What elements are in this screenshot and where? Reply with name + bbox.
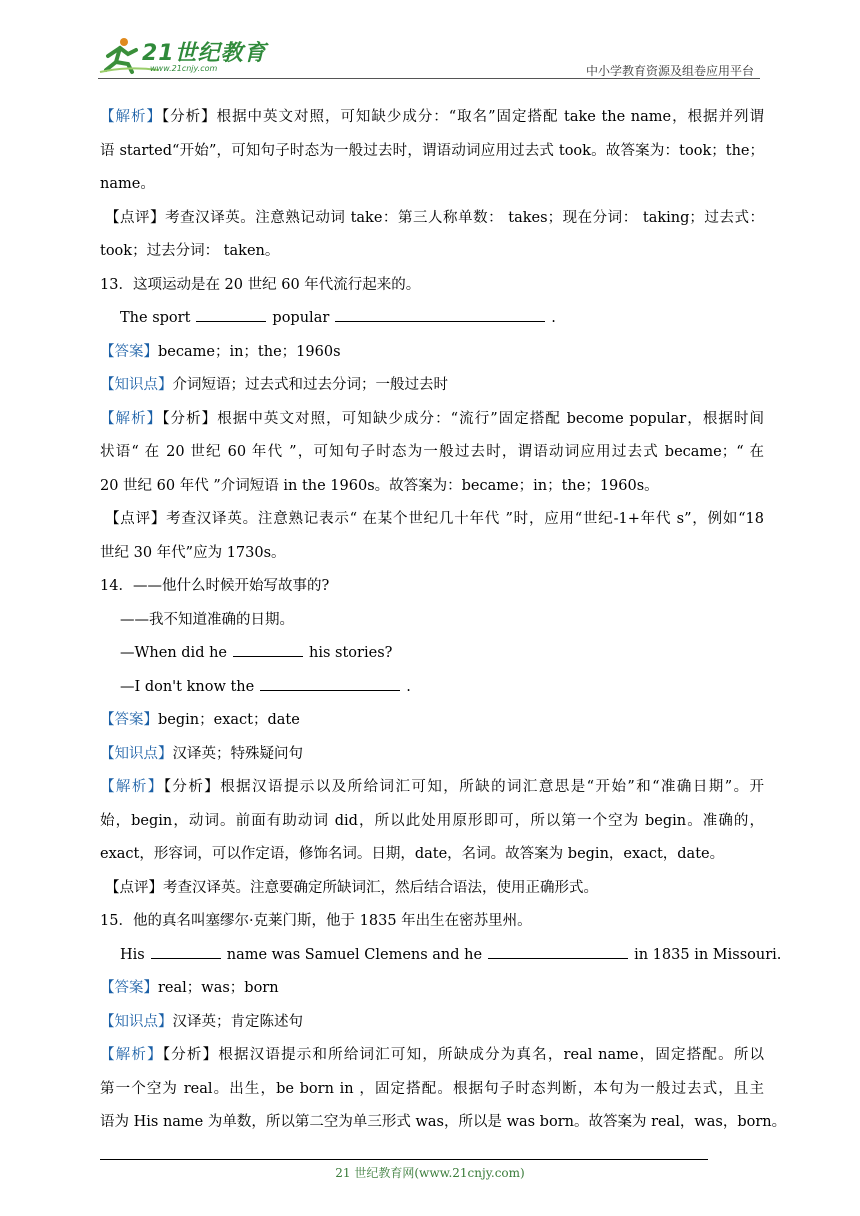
q14-jiexi-line1: 【解析】【分析】根据汉语提示以及所给词汇可知，所缺的词汇意思是“开始”和“准确日期”。开 <box>100 779 765 795</box>
q14-jiexi-line2: 始，begin，动词。前面有助动词 did，所以此处用原形即可，所以第一个空为 begin。准确的， <box>100 812 764 829</box>
answer-blank <box>151 944 221 959</box>
q14-english-line1: —When did he his stories? <box>100 637 764 671</box>
q15-english-sentence: His name was Samuel Clemens and he in 1835 in Missouri. <box>100 939 764 973</box>
page-footer: 21 世纪教育网(www.21cnjy.com) <box>335 1166 525 1180</box>
footer-divider <box>100 1159 708 1160</box>
document-body <box>100 101 787 1140</box>
page-header <box>98 30 760 78</box>
q13-answer: 【答案】became；in；the；1960s <box>100 343 341 360</box>
q14-question: 14．——他什么时候开始写故事的? <box>100 578 330 594</box>
q14-dianping: 【点评】考查汉译英。注意要确定所缺词汇，然后结合语法，使用正确形式。 <box>105 879 598 896</box>
q15-jiexi-line1: 【解析】【分析】根据汉语提示和所给词汇可知，所缺成分为真名，real name，固定搭配。所以 <box>100 1047 765 1063</box>
q13-jiexi-line2: 状语“ 在 20 世纪 60 年代 ”，可知句子时态为一般过去时，谓语动词应用过去式 became；“ 在 <box>100 444 764 460</box>
q14-jiexi-line3: exact，形容词，可以作定语，修饰名词。日期，date，名词。故答案为 begin，exact，date。 <box>100 846 725 862</box>
q12-jiexi-line2: 语 started“开始”，可知句子时态为一般过去时，谓语动词应用过去式 took。故答案为：took；the； <box>100 142 764 159</box>
q13-dianping-line1: 【点评】考查汉译英。注意熟记表示“ 在某个世纪几十年代 ”时，应用“世纪-1+年代 s”，例如“18 <box>105 511 765 527</box>
header-divider <box>98 78 760 79</box>
q15-question: 15．他的真名叫塞缪尔·克莱门斯，他于 1835 年出生在密苏里州。 <box>100 913 532 929</box>
q13-dianping-line2: 世纪 30 年代”应为 1730s。 <box>100 544 286 561</box>
q13-question: 13．这项运动是在 20 世纪 60 年代流行起来的。 <box>100 276 421 293</box>
header-platform-title: 中小学教育资源及组卷应用平台 <box>585 64 754 78</box>
q12-jiexi-line3: name。 <box>100 176 155 192</box>
q14-line2: ——我不知道准确的日期。 <box>120 611 294 628</box>
q15-answer: 【答案】real；was；born <box>100 980 279 996</box>
q15-knowledge: 【知识点】汉译英；肯定陈述句 <box>100 1013 303 1030</box>
answer-blank <box>335 307 545 322</box>
answer-blank <box>260 676 400 691</box>
q13-jiexi-line1: 【解析】【分析】根据中英文对照，可知缺少成分：“流行”固定搭配 become popular，根据时间 <box>100 410 765 427</box>
logo-subtext: www.21cnjy.com <box>150 64 218 73</box>
q14-answer: 【答案】begin；exact；date <box>100 712 300 728</box>
logo-text: 21世纪教育 <box>142 41 267 66</box>
q12-jiexi-line1: 【解析】【分析】根据中英文对照，可知缺少成分：“取名”固定搭配 take the name，根据并列谓 <box>100 109 764 125</box>
q13-knowledge: 【知识点】介词短语；过去式和过去分词；一般过去时 <box>100 377 448 393</box>
q14-english-line2: —I don't know the . <box>100 671 764 705</box>
q12-dianping-line2: took；过去分词： taken。 <box>100 243 280 259</box>
answer-blank <box>196 307 266 322</box>
q15-jiexi-line3: 语为 His name 为单数，所以第二空为单三形式 was，所以是 was born。故答案为 real，was，born。 <box>100 1114 787 1130</box>
q13-english-sentence: The sport popular . <box>100 302 764 336</box>
q15-jiexi-line2: 第一个空为 real。出生，be born in ，固定搭配。根据句子时态判断，本句为一般过去式，且主 <box>100 1080 764 1097</box>
q12-dianping-line1: 【点评】考查汉译英。注意熟记动词 take：第三人称单数： takes；现在分词： taking；过去式： <box>105 209 764 226</box>
answer-blank <box>233 642 303 657</box>
q13-jiexi-line3: 20 世纪 60 年代 ”介词短语 in the 1960s。故答案为：became；in；the；1960s。 <box>100 477 659 494</box>
answer-blank <box>488 944 628 959</box>
q14-knowledge: 【知识点】汉译英；特殊疑问句 <box>100 745 303 762</box>
